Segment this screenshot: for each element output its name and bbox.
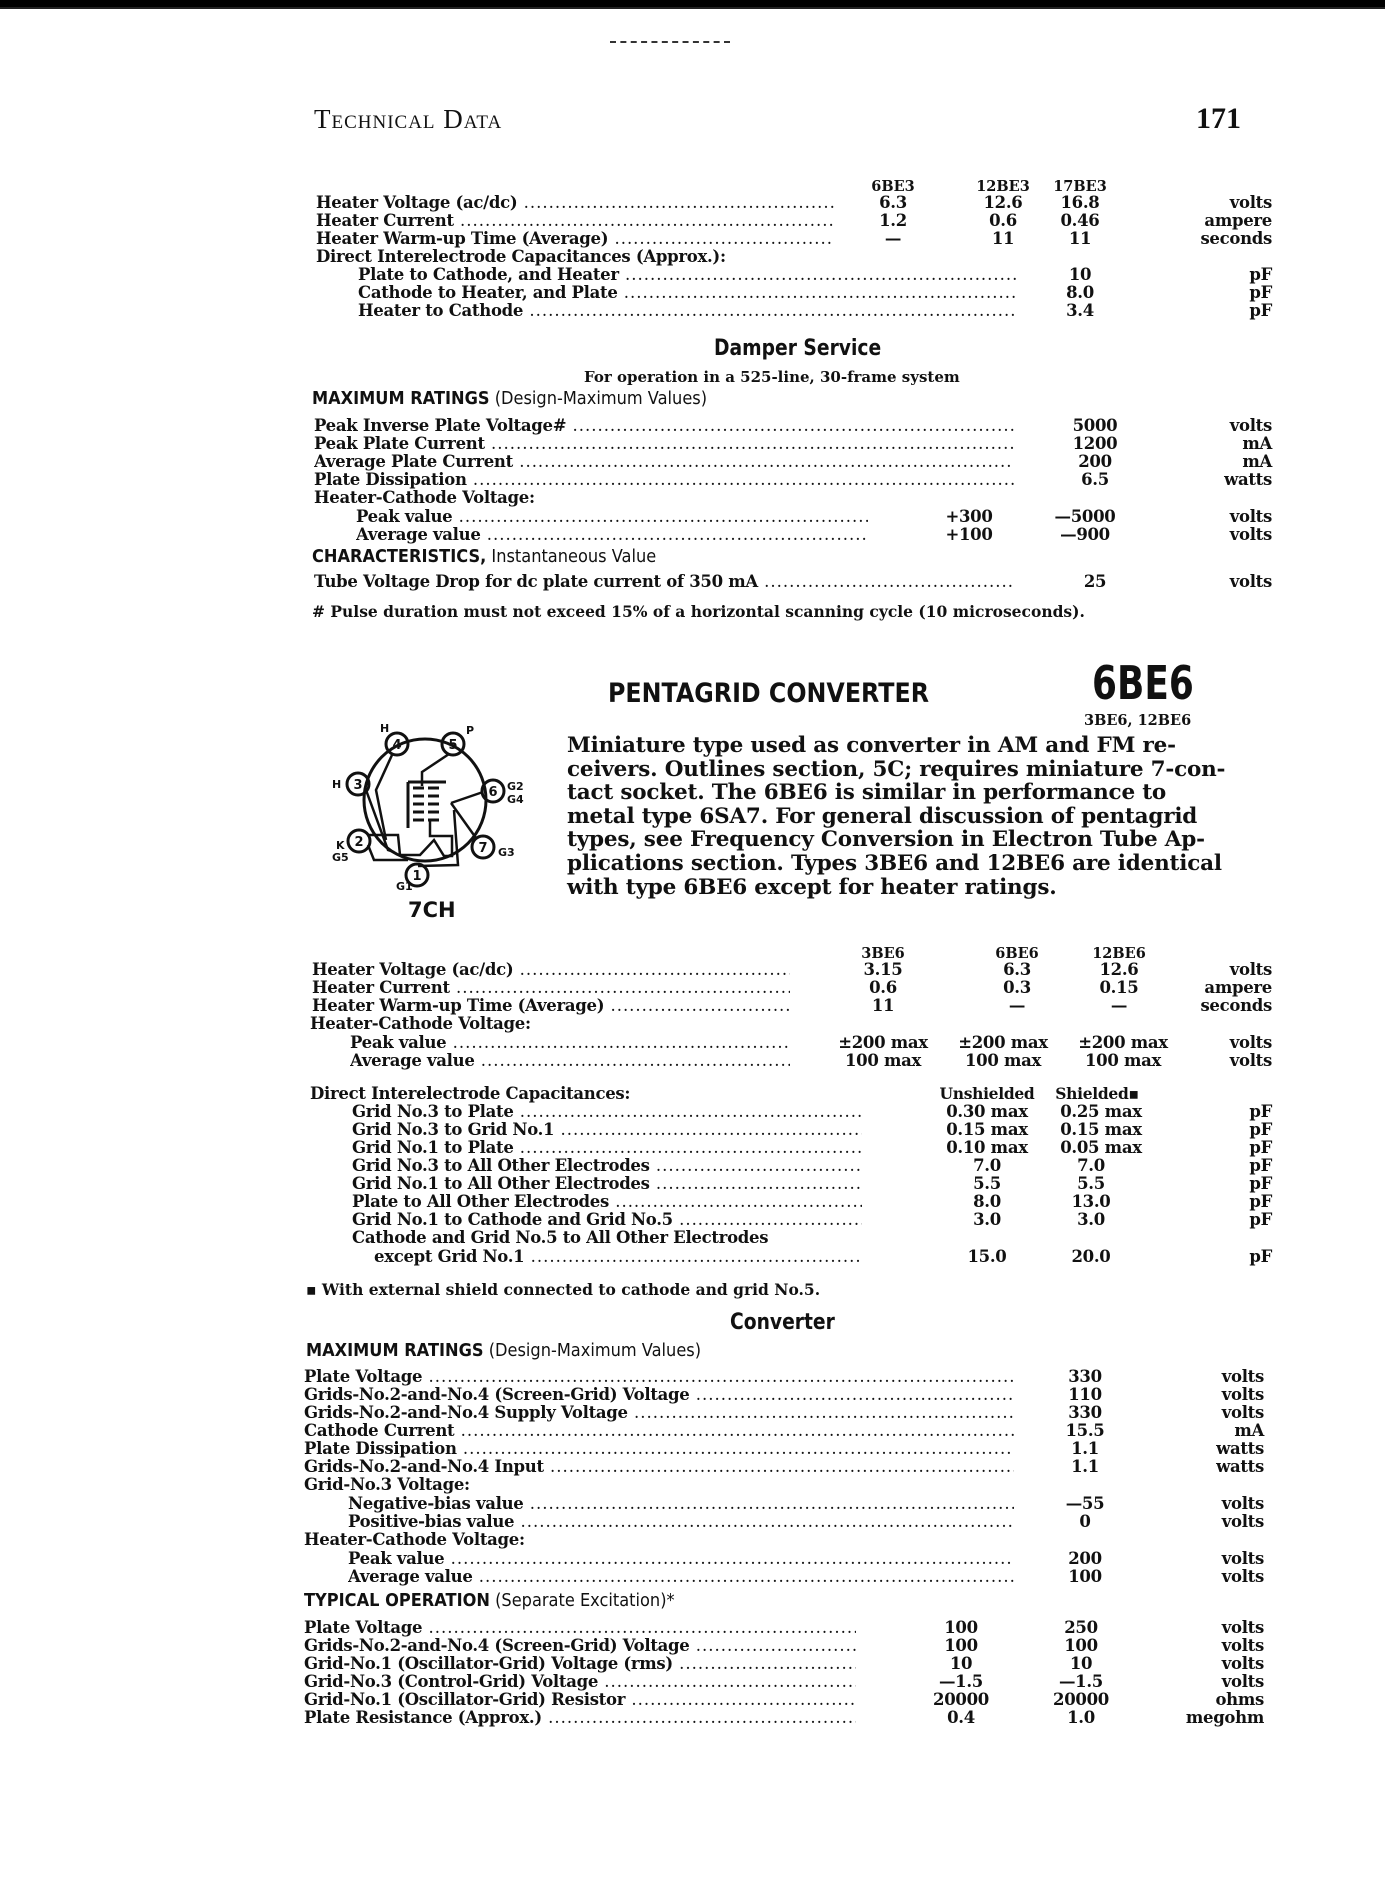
row-label: Peak Inverse Plate Voltage# .....	[314, 416, 1014, 435]
table-row	[0, 1174, 1400, 1193]
row-label: Cathode to Heater, and Plate .....	[358, 283, 1018, 302]
scan-mark	[610, 41, 730, 45]
value: ±200 max	[958, 1033, 1048, 1052]
unit: volts	[1229, 1033, 1272, 1052]
column-header: 3BE6	[861, 945, 905, 962]
value: 10	[1069, 1654, 1093, 1673]
value: 6.3	[1003, 960, 1031, 979]
value: 100 max	[844, 1051, 922, 1070]
value-shielded: 13.0	[1071, 1192, 1111, 1211]
value: 1.0	[1067, 1708, 1095, 1727]
pin-number: 4	[392, 738, 402, 753]
value: 12.6	[983, 193, 1023, 212]
row-label: Grids-No.2-and-No.4 Input .....	[304, 1457, 1014, 1476]
row-label: Plate Dissipation .....	[314, 470, 1014, 489]
row-label: Peak value .....	[356, 507, 868, 526]
unit: pF	[1249, 1120, 1272, 1139]
table-row	[0, 1033, 1400, 1052]
value-shielded: 3.0	[1077, 1210, 1105, 1229]
table-row	[0, 211, 1400, 230]
table-row	[0, 1385, 1400, 1404]
table-row	[0, 1672, 1400, 1691]
unit: volts	[1229, 1051, 1272, 1070]
table-row	[0, 525, 1400, 544]
row-heading: Direct Interelectrode Capacitances:	[310, 1084, 631, 1103]
value: ±200 max	[1078, 1033, 1168, 1052]
value: 0.46	[1060, 211, 1100, 230]
unit: volts	[1221, 1567, 1264, 1586]
value-unshielded: 0.15 max	[946, 1120, 1028, 1139]
row-label: Grid-No.1 (Oscillator-Grid) Voltage (rms) .....	[304, 1654, 856, 1673]
description-line: Miniature type used as converter in AM and FM re-	[567, 733, 1176, 758]
table-row	[0, 1475, 1400, 1494]
unit: volts	[1221, 1549, 1264, 1568]
row-label: Heater Current .....	[316, 211, 834, 230]
table-row	[0, 1530, 1400, 1549]
max-ratings-heading: MAXIMUM RATINGS (Design-Maximum Values)	[306, 1340, 702, 1361]
table-row	[0, 1102, 1400, 1121]
row-label: Plate Resistance (Approx.) .....	[304, 1708, 856, 1727]
row-label: Cathode and Grid No.5 to All Other Electrodes	[352, 1228, 769, 1247]
table-row	[0, 1247, 1400, 1266]
tube-envelope	[364, 739, 486, 861]
row-heading: Heater-Cathode Voltage:	[314, 488, 535, 507]
table-row	[0, 1138, 1400, 1157]
value: 11	[1068, 229, 1092, 248]
value: 3.4	[1066, 301, 1094, 320]
table-row	[0, 960, 1400, 979]
unit: volts	[1221, 1367, 1264, 1386]
row-label: Heater Voltage (ac/dc) .....	[312, 960, 790, 979]
row-label: Average value .....	[348, 1567, 1014, 1586]
row-label: Grid No.3 to Plate .....	[352, 1102, 862, 1121]
value: 15.5	[1065, 1421, 1105, 1440]
description-line: plications section. Types 3BE6 and 12BE6 are identical	[567, 850, 1222, 876]
value: 10	[1068, 265, 1092, 284]
row-label: Grid No.1 to Plate .....	[352, 1138, 862, 1157]
value: 8.0	[1066, 283, 1094, 302]
unit: volts	[1221, 1385, 1264, 1404]
value: —1.5	[1058, 1672, 1103, 1691]
pin-number: 2	[354, 835, 364, 850]
table-row	[0, 1567, 1400, 1586]
footnote: # Pulse duration must not exceed 15% of a horizontal scanning cycle (10 microseconds).	[312, 602, 1085, 621]
pin-label: G2	[507, 780, 524, 793]
max-ratings-heading: MAXIMUM RATINGS (Design-Maximum Values)	[312, 388, 708, 409]
unit: pF	[1249, 1174, 1272, 1193]
value: 100	[1068, 1567, 1102, 1586]
column-header: 12BE3	[976, 178, 1030, 195]
row-label: Grids-No.2-and-No.4 (Screen-Grid) Voltage .....	[304, 1385, 1014, 1404]
row-label: except Grid No.1 .....	[374, 1247, 862, 1266]
table-row	[0, 452, 1400, 471]
value: 0.3	[1003, 978, 1031, 997]
row-label: Grid No.1 to All Other Electrodes .....	[352, 1174, 862, 1193]
unit: ampere	[1204, 211, 1272, 230]
table-row	[0, 301, 1400, 320]
table-row	[0, 1014, 1400, 1033]
row-label: Peak value .....	[348, 1549, 1014, 1568]
value-positive: +100	[945, 525, 993, 544]
table-row	[0, 416, 1400, 435]
scan-edge-bar	[0, 0, 1385, 7]
table-row	[0, 193, 1400, 212]
value: 16.8	[1060, 193, 1100, 212]
characteristics-heading: CHARACTERISTICS, Instantaneous Value	[312, 546, 657, 567]
column-header: 12BE6	[1092, 945, 1146, 962]
unit: volts	[1221, 1672, 1264, 1691]
row-label: Peak Plate Current .....	[314, 434, 1014, 453]
value: 100 max	[964, 1051, 1042, 1070]
pin-connection-diagram	[318, 700, 528, 890]
unit: pF	[1249, 1247, 1272, 1266]
value: 20000	[933, 1690, 989, 1709]
unit: watts	[1216, 1439, 1264, 1458]
unit: volts	[1229, 193, 1272, 212]
row-label: Tube Voltage Drop for dc plate current of 350 mA .....	[314, 572, 1014, 591]
tube-class-title: PENTAGRID CONVERTER	[608, 678, 930, 709]
row-label: Heater Warm-up Time (Average) .....	[316, 229, 834, 248]
unit: watts	[1216, 1457, 1264, 1476]
value-unshielded: 15.0	[967, 1247, 1007, 1266]
table-row	[0, 1084, 1400, 1103]
value: 1200	[1072, 434, 1118, 453]
unit: megohm	[1185, 1708, 1264, 1727]
unit: volts	[1221, 1654, 1264, 1673]
table-row	[0, 488, 1400, 507]
description-line: ceivers. Outlines section, 5C; requires miniature 7-con-	[567, 756, 1226, 782]
row-heading: Heater-Cathode Voltage:	[310, 1014, 531, 1033]
pin-number: 1	[412, 869, 422, 884]
table-row	[0, 434, 1400, 453]
typical-operation-heading: TYPICAL OPERATION (Separate Excitation)*	[304, 1590, 675, 1611]
page-number: 171	[1196, 102, 1241, 135]
unit: pF	[1249, 1156, 1272, 1175]
value-positive: +300	[945, 507, 993, 526]
unit: volts	[1229, 525, 1272, 544]
value: ±200 max	[838, 1033, 928, 1052]
value: 1.1	[1071, 1439, 1099, 1458]
table-row	[0, 1654, 1400, 1673]
unit: volts	[1221, 1512, 1264, 1531]
value: 3.15	[863, 960, 903, 979]
unit: pF	[1249, 283, 1272, 302]
row-label: Heater Voltage (ac/dc) .....	[316, 193, 834, 212]
table-row	[0, 978, 1400, 997]
value: 6.3	[879, 193, 907, 212]
table-row	[0, 1051, 1400, 1070]
pin-label: G3	[498, 846, 515, 859]
table-row	[0, 1439, 1400, 1458]
tube-type: 6BE6	[1092, 656, 1194, 710]
description-line: tact socket. The 6BE6 is similar in performance to	[567, 780, 1167, 806]
table-row	[0, 1367, 1400, 1386]
table-row	[0, 996, 1400, 1015]
value-unshielded: 3.0	[973, 1210, 1001, 1229]
section-title: Damper Service	[714, 336, 882, 361]
value-unshielded: 5.5	[973, 1174, 1001, 1193]
row-label: Average Plate Current .....	[314, 452, 1014, 471]
value-shielded: 0.25 max	[1060, 1102, 1142, 1121]
value: 330	[1068, 1367, 1102, 1386]
table-row	[0, 1457, 1400, 1476]
value: 0.6	[989, 211, 1017, 230]
table-row	[0, 572, 1400, 591]
value: 100	[1064, 1636, 1098, 1655]
value: 200	[1068, 1549, 1102, 1568]
pin-label: H	[380, 722, 390, 735]
value-shielded: 0.05 max	[1060, 1138, 1142, 1157]
value-shielded: 20.0	[1071, 1247, 1111, 1266]
pin-label: G5	[332, 851, 349, 864]
value-unshielded: 0.10 max	[946, 1138, 1028, 1157]
value: 100 max	[1084, 1051, 1162, 1070]
value: —55	[1065, 1494, 1105, 1513]
row-heading: Direct Interelectrode Capacitances (Approx.):	[316, 247, 726, 266]
table-row	[0, 1403, 1400, 1422]
table-row	[0, 229, 1400, 248]
unit: mA	[1242, 452, 1272, 471]
table-row	[0, 247, 1400, 266]
unit: volts	[1221, 1636, 1264, 1655]
tube-variants: 3BE6, 12BE6	[1084, 712, 1192, 729]
pin-number: 3	[353, 778, 363, 793]
column-header: 6BE6	[995, 945, 1039, 962]
row-heading: Heater-Cathode Voltage:	[304, 1530, 525, 1549]
value: 1.1	[1071, 1457, 1099, 1476]
row-label: Grid No.1 to Cathode and Grid No.5 .....	[352, 1210, 862, 1229]
value-unshielded: 8.0	[973, 1192, 1001, 1211]
value: 0.15	[1099, 978, 1139, 997]
table-row	[0, 1192, 1400, 1211]
row-label: Heater Current .....	[312, 978, 790, 997]
table-row	[0, 1228, 1400, 1247]
unit: volts	[1221, 1618, 1264, 1637]
value-shielded: 5.5	[1077, 1174, 1105, 1193]
unit: pF	[1249, 1210, 1272, 1229]
value: 12.6	[1099, 960, 1139, 979]
value: 100	[944, 1636, 978, 1655]
description-line: with type 6BE6 except for heater ratings.	[567, 874, 1057, 900]
pin-label: P	[466, 724, 475, 737]
row-label: Positive-bias value .....	[348, 1512, 1014, 1531]
value: —	[1008, 996, 1026, 1015]
unit: volts	[1221, 1494, 1264, 1513]
row-label: Grid-No.1 (Oscillator-Grid) Resistor .....	[304, 1690, 856, 1709]
row-label: Grid No.3 to Grid No.1 .....	[352, 1120, 862, 1139]
table-row	[0, 1549, 1400, 1568]
row-label: Plate Voltage .....	[304, 1618, 856, 1637]
row-label: Negative-bias value .....	[348, 1494, 1014, 1513]
tube-description	[567, 734, 1277, 899]
unit: pF	[1249, 1102, 1272, 1121]
value-shielded: 0.15 max	[1060, 1120, 1142, 1139]
section-subtitle: For operation in a 525-line, 30-frame system	[584, 368, 960, 386]
value: 1.2	[879, 211, 907, 230]
value-negative: —5000	[1054, 507, 1116, 526]
unit: pF	[1249, 265, 1272, 284]
unit: volts	[1229, 960, 1272, 979]
unit: volts	[1229, 507, 1272, 526]
pin-label: K	[336, 839, 345, 852]
value: 0.6	[869, 978, 897, 997]
section-title: Converter	[730, 1310, 835, 1335]
table-row	[0, 1636, 1400, 1655]
table-row	[0, 1618, 1400, 1637]
column-header: Unshielded	[939, 1084, 1035, 1103]
row-heading: Grid-No.3 Voltage:	[304, 1475, 470, 1494]
column-header: 6BE3	[871, 178, 915, 195]
column-header: Shielded▪	[1055, 1084, 1139, 1103]
unit: watts	[1224, 470, 1272, 489]
value-unshielded: 0.30 max	[946, 1102, 1028, 1121]
unit: mA	[1242, 434, 1272, 453]
row-label: Heater to Cathode .....	[358, 301, 1018, 320]
column-header: 17BE3	[1053, 178, 1107, 195]
value: 6.5	[1081, 470, 1109, 489]
value: —1.5	[938, 1672, 983, 1691]
unit: seconds	[1200, 229, 1272, 248]
unit: volts	[1229, 416, 1272, 435]
scan-edge-bar-shadow	[0, 7, 1385, 9]
table-row	[0, 1512, 1400, 1531]
value: 110	[1068, 1385, 1102, 1404]
value: 0	[1079, 1512, 1091, 1531]
table-row	[0, 265, 1400, 284]
table-row	[0, 1421, 1400, 1440]
unit: volts	[1229, 572, 1272, 591]
unit: mA	[1234, 1421, 1264, 1440]
value: 25	[1083, 572, 1107, 591]
value: 5000	[1072, 416, 1118, 435]
value: 11	[991, 229, 1015, 248]
value: 11	[871, 996, 895, 1015]
basing-code: 7CH	[408, 898, 456, 922]
row-label: Plate to Cathode, and Heater .....	[358, 265, 1018, 284]
row-label: Grid-No.3 (Control-Grid) Voltage .....	[304, 1672, 856, 1691]
value: 330	[1068, 1403, 1102, 1422]
value: —	[884, 229, 902, 248]
value: 10	[949, 1654, 973, 1673]
pin-number: 6	[488, 785, 498, 800]
pin-label: G4	[507, 793, 524, 806]
row-label: Cathode Current .....	[304, 1421, 1014, 1440]
unit: pF	[1249, 1138, 1272, 1157]
value: 0.4	[947, 1708, 975, 1727]
row-label: Peak value .....	[350, 1033, 790, 1052]
table-row	[0, 283, 1400, 302]
basing-diagram	[318, 700, 528, 890]
unit: ohms	[1215, 1690, 1264, 1709]
table-row	[0, 1120, 1400, 1139]
value-unshielded: 7.0	[973, 1156, 1001, 1175]
value: —	[1110, 996, 1128, 1015]
table-row	[0, 1708, 1400, 1727]
table-row	[0, 470, 1400, 489]
table-row	[0, 1690, 1400, 1709]
running-head: Technical Data	[314, 104, 503, 134]
pin-number: 7	[478, 841, 488, 856]
unit: ampere	[1204, 978, 1272, 997]
row-label: Heater Warm-up Time (Average) .....	[312, 996, 790, 1015]
description-line: metal type 6SA7. For general discussion of pentagrid	[567, 803, 1198, 829]
row-label: Plate Dissipation .....	[304, 1439, 1014, 1458]
row-label: Plate Voltage .....	[304, 1367, 1014, 1386]
unit: pF	[1249, 301, 1272, 320]
pin-label: H	[332, 778, 342, 791]
row-label: Average value .....	[356, 525, 868, 544]
row-label: Plate to All Other Electrodes .....	[352, 1192, 862, 1211]
unit: seconds	[1200, 996, 1272, 1015]
pin-number: 5	[448, 738, 458, 753]
pin-label: G1	[396, 880, 413, 890]
table-row	[0, 507, 1400, 526]
value: 250	[1064, 1618, 1098, 1637]
footnote: ▪ With external shield connected to cathode and grid No.5.	[306, 1280, 821, 1299]
row-label: Grids-No.2-and-No.4 (Screen-Grid) Voltage .....	[304, 1636, 856, 1655]
unit: volts	[1221, 1403, 1264, 1422]
value: 100	[944, 1618, 978, 1637]
row-label: Grid No.3 to All Other Electrodes .....	[352, 1156, 862, 1175]
description-line: types, see Frequency Conversion in Electron Tube Ap-	[567, 827, 1205, 853]
unit: pF	[1249, 1192, 1272, 1211]
value-shielded: 7.0	[1077, 1156, 1105, 1175]
table-row	[0, 1210, 1400, 1229]
row-label: Grids-No.2-and-No.4 Supply Voltage .....	[304, 1403, 1014, 1422]
value-negative: —900	[1060, 525, 1110, 544]
table-row	[0, 1494, 1400, 1513]
value: 200	[1078, 452, 1112, 471]
value: 20000	[1053, 1690, 1109, 1709]
table-row	[0, 1156, 1400, 1175]
row-label: Average value .....	[350, 1051, 790, 1070]
